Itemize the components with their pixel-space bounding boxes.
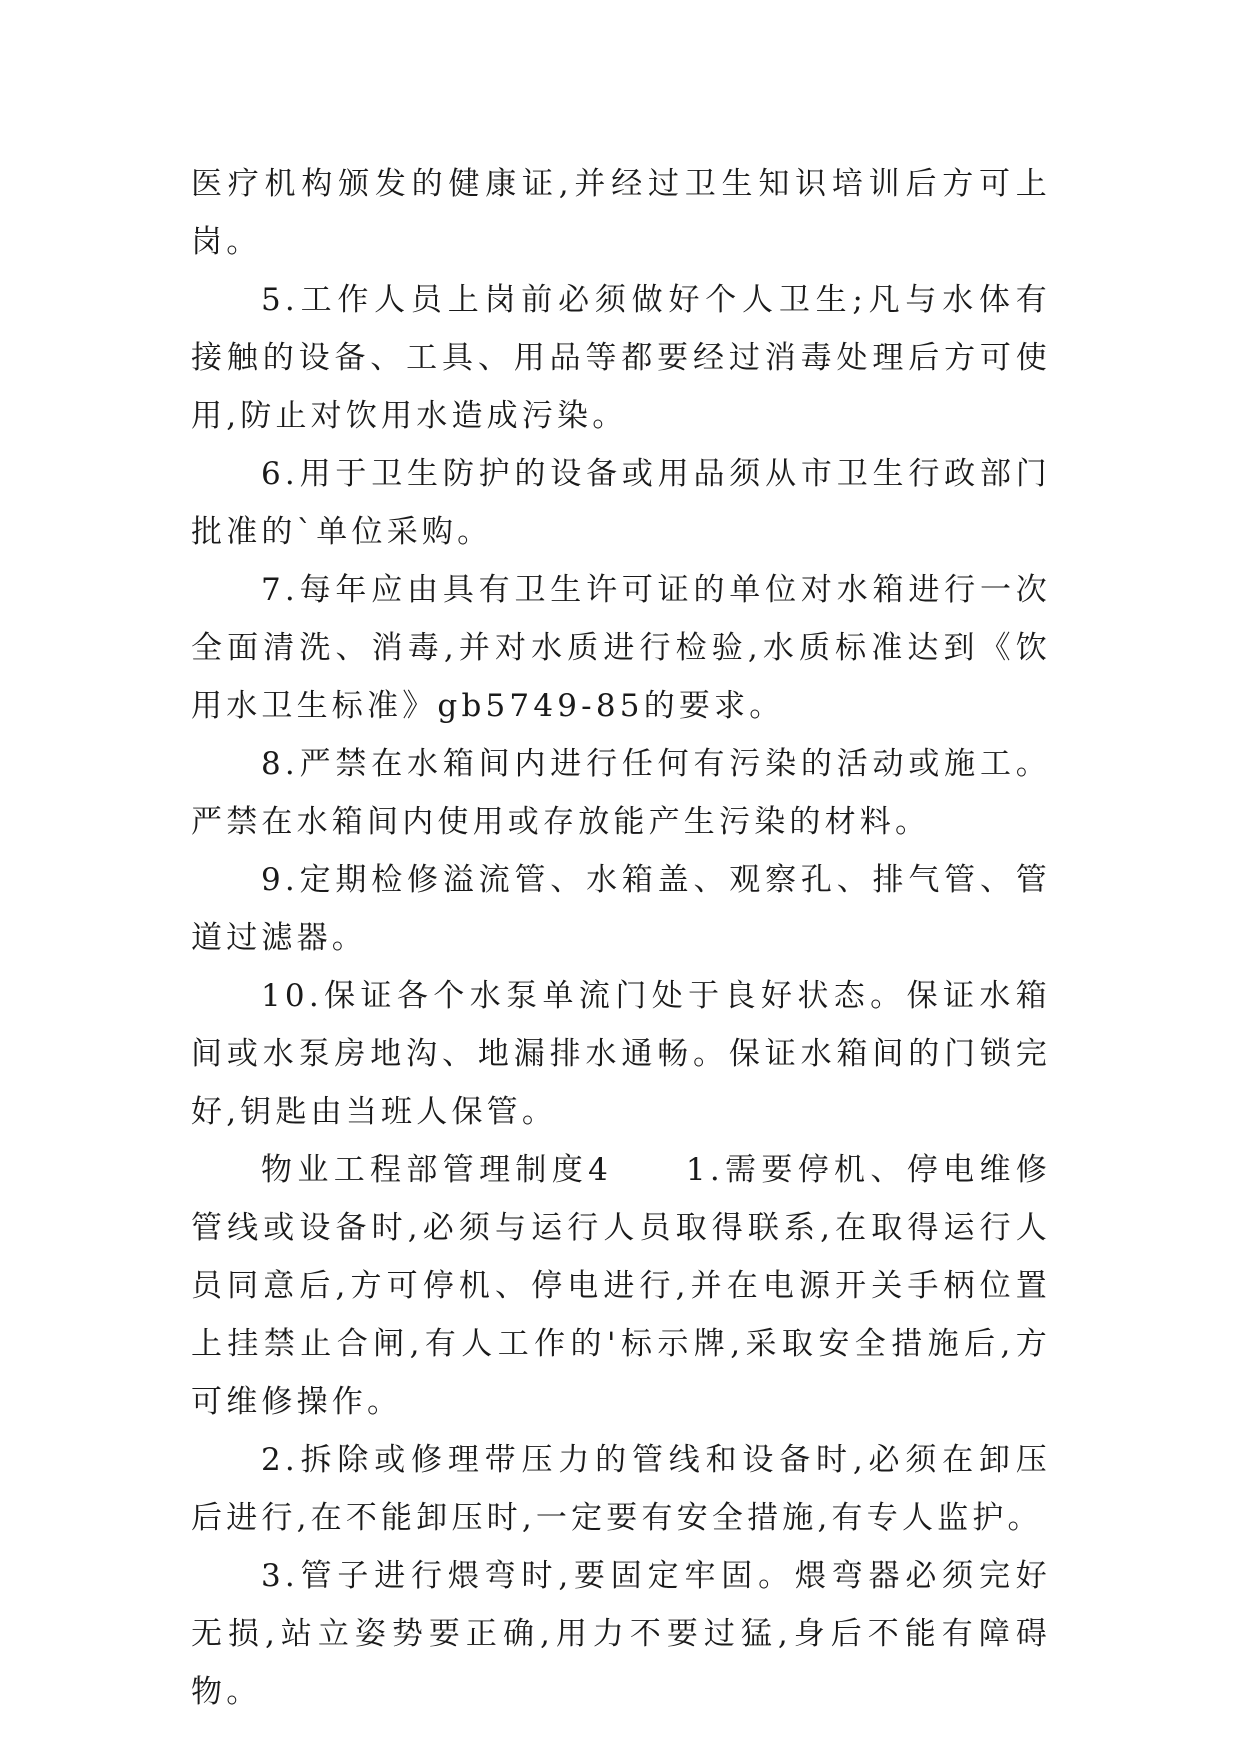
paragraph-item-6: 6.用于卫生防护的设备或用品须从市卫生行政部门批准的`单位采购。 (191, 456, 1051, 550)
paragraph-item-5: 5.工作人员上岗前必须做好个人卫生;凡与水体有接触的设备、工具、用品等都要经过消毒处理后方可使用,防止对饮用水造成污染。 (191, 282, 1051, 434)
paragraph-health-certificate: 医疗机构颁发的健康证,并经过卫生知识培训后方可上岗。 (191, 166, 1051, 260)
paragraph-engineering-rule-2: 2.拆除或修理带压力的管线和设备时,必须在卸压后进行,在不能卸压时,一定要有安全措施,有专人监护。 (191, 1442, 1051, 1536)
paragraph-engineering-rule-1: 物业工程部管理制度4 1.需要停机、停电维修管线或设备时,必须与运行人员取得联系,在取得运行人员同意后,方可停机、停电进行,并在电源开关手柄位置上挂禁止合闸,有人工作的'标示牌,采取安全措施后,方可维修操作。 (191, 1152, 1051, 1420)
paragraph-item-7: 7.每年应由具有卫生许可证的单位对水箱进行一次全面清洗、消毒,并对水质进行检验,水质标准达到《饮用水卫生标准》gb5749-85的要求。 (191, 572, 1051, 724)
paragraph-engineering-rule-3: 3.管子进行煨弯时,要固定牢固。煨弯器必须完好无损,站立姿势要正确,用力不要过猛,身后不能有障碍物。 (191, 1558, 1051, 1710)
paragraph-item-9: 9.定期检修溢流管、水箱盖、观察孔、排气管、管道过滤器。 (191, 862, 1051, 956)
paragraph-item-8: 8.严禁在水箱间内进行任何有污染的活动或施工。严禁在水箱间内使用或存放能产生污染的材料。 (191, 746, 1051, 840)
paragraph-item-10: 10.保证各个水泵单流门处于良好状态。保证水箱间或水泵房地沟、地漏排水通畅。保证水箱间的门锁完好,钥匙由当班人保管。 (191, 978, 1051, 1130)
document-body (191, 155, 1051, 1721)
